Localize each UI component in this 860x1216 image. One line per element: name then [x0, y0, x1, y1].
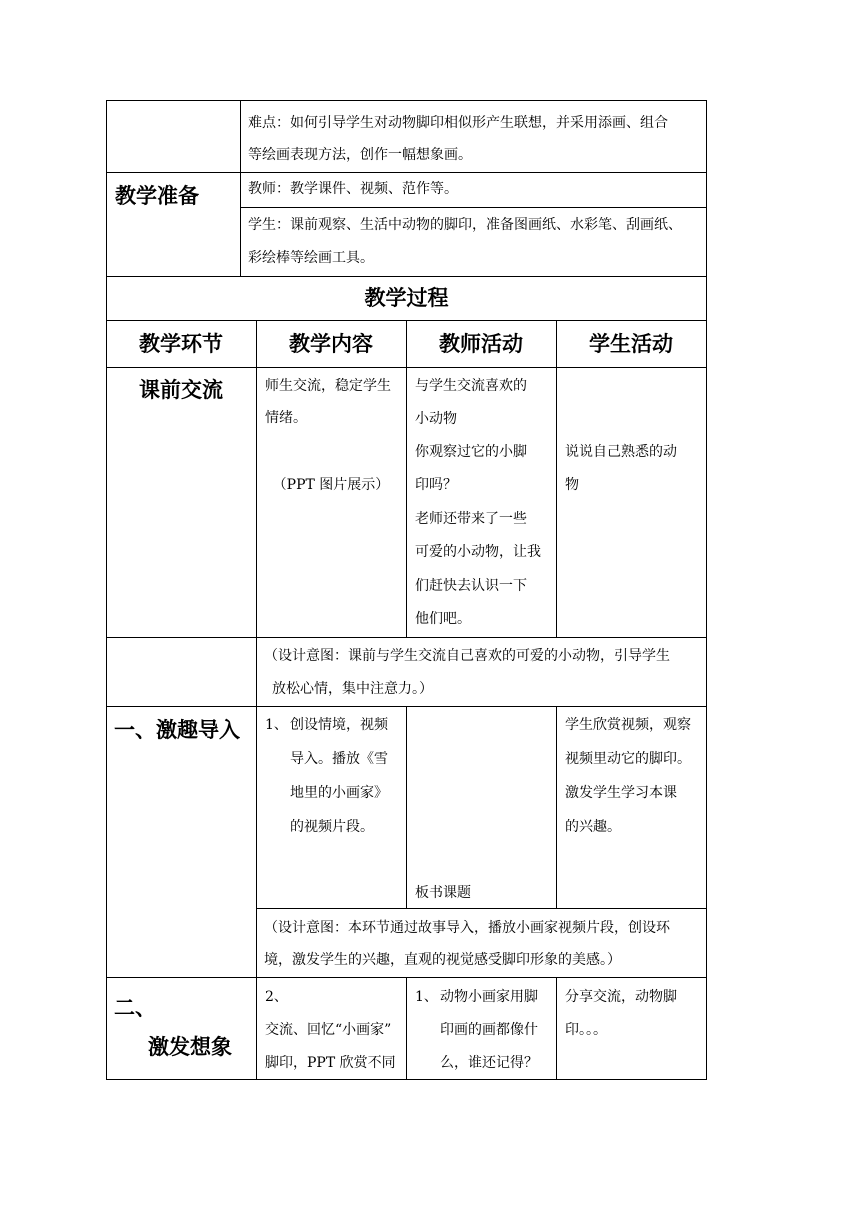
teacher-number: 1、: [415, 989, 438, 1005]
student-line: 视频里动它的脚印。: [565, 751, 691, 767]
header-stage: 教学环节: [139, 332, 223, 356]
student-line: 分享交流，动物脚: [565, 989, 677, 1005]
content-number: 1、: [265, 717, 288, 733]
table-border: [556, 706, 557, 908]
table-border: [406, 320, 407, 637]
content-line: 创设情境，视频: [290, 717, 388, 733]
student-line: 物: [565, 477, 579, 493]
difficulty-line: 难点：如何引导学生对动物脚印相似形产生联想，并采用添画、组合: [248, 115, 668, 131]
stage-pre-class: 课前交流: [139, 378, 223, 402]
content-line: 2、: [265, 989, 288, 1005]
table-border: [106, 100, 707, 101]
design-intent: 放松心情，集中注意力。）: [272, 681, 433, 697]
student-line: 激发学生学习本课: [565, 785, 677, 801]
content-line: 导入。播放《雪: [290, 751, 388, 767]
table-border: [256, 908, 707, 909]
content-line: 情绪。: [265, 410, 307, 426]
preparation-heading: 教学准备: [115, 184, 199, 208]
design-intent: 境，激发学生的兴趣，直观的视觉感受脚印形象的美感。）: [264, 952, 621, 968]
teacher-preparation: 教师：教学课件、视频、范作等。: [248, 181, 458, 197]
table-border: [106, 100, 107, 1080]
teacher-line: 们赶快去认识一下: [415, 578, 527, 594]
teacher-line: 他们吧。: [415, 611, 471, 627]
content-line: 脚印，PPT 欣赏不同: [265, 1055, 396, 1071]
design-intent: （设计意图：本环节通过故事导入，播放小画家视频片段，创设环: [264, 920, 670, 936]
table-border: [406, 977, 407, 1079]
teacher-board-title: 板书课题: [415, 885, 471, 901]
content-line: 师生交流，稳定学生: [265, 378, 391, 394]
teacher-line: 老师还带来了一些: [415, 511, 527, 527]
table-border: [106, 172, 707, 173]
stage-imagination: 激发想象: [148, 1035, 232, 1059]
stage-imagination-number: 二、: [114, 996, 156, 1020]
teacher-line: 印画的画都像什: [440, 1022, 538, 1038]
teacher-line: 么，谁还记得？: [440, 1055, 538, 1071]
table-border: [256, 320, 257, 1080]
content-note: （PPT 图片展示）: [272, 477, 390, 493]
student-preparation: 学生：课前观察、生活中动物的脚印，准备图画纸、水彩笔、刮画纸、: [248, 217, 682, 233]
content-line: 的视频片段。: [290, 819, 374, 835]
teacher-line: 与学生交流喜欢的: [415, 378, 527, 394]
table-border: [406, 706, 407, 908]
table-border: [106, 276, 707, 277]
teacher-line: 动物小画家用脚: [440, 989, 538, 1005]
teacher-line: 你观察过它的小脚: [415, 444, 527, 460]
process-title: 教学过程: [364, 286, 449, 310]
table-border: [240, 100, 241, 276]
teacher-line: 可爱的小动物，让我: [415, 544, 541, 560]
table-border: [106, 1079, 707, 1080]
content-line: 地里的小画家》: [290, 785, 388, 801]
header-content: 教学内容: [289, 332, 373, 356]
content-line: 交流、回忆“小画家”: [265, 1022, 392, 1038]
table-border: [556, 977, 557, 1079]
header-teacher: 教师活动: [439, 332, 523, 356]
student-line: 说说自己熟悉的动: [565, 444, 677, 460]
table-border: [106, 637, 707, 638]
teacher-line: 印吗？: [415, 477, 457, 493]
teacher-line: 小动物: [415, 411, 457, 427]
header-student: 学生活动: [589, 332, 673, 356]
student-preparation: 彩绘棒等绘画工具。: [248, 250, 374, 266]
student-line: 的兴趣。: [565, 819, 621, 835]
student-line: 印。。。: [565, 1022, 607, 1038]
table-border: [706, 100, 707, 1080]
difficulty-line: 等绘画表现方法，创作一幅想象画。: [248, 147, 472, 163]
stage-intro: 一、激趣导入: [114, 718, 240, 742]
student-line: 学生欣赏视频，观察: [565, 717, 691, 733]
table-border: [240, 207, 707, 208]
design-intent: （设计意图：课前与学生交流自己喜欢的可爱的小动物，引导学生: [264, 648, 670, 664]
table-border: [556, 320, 557, 637]
